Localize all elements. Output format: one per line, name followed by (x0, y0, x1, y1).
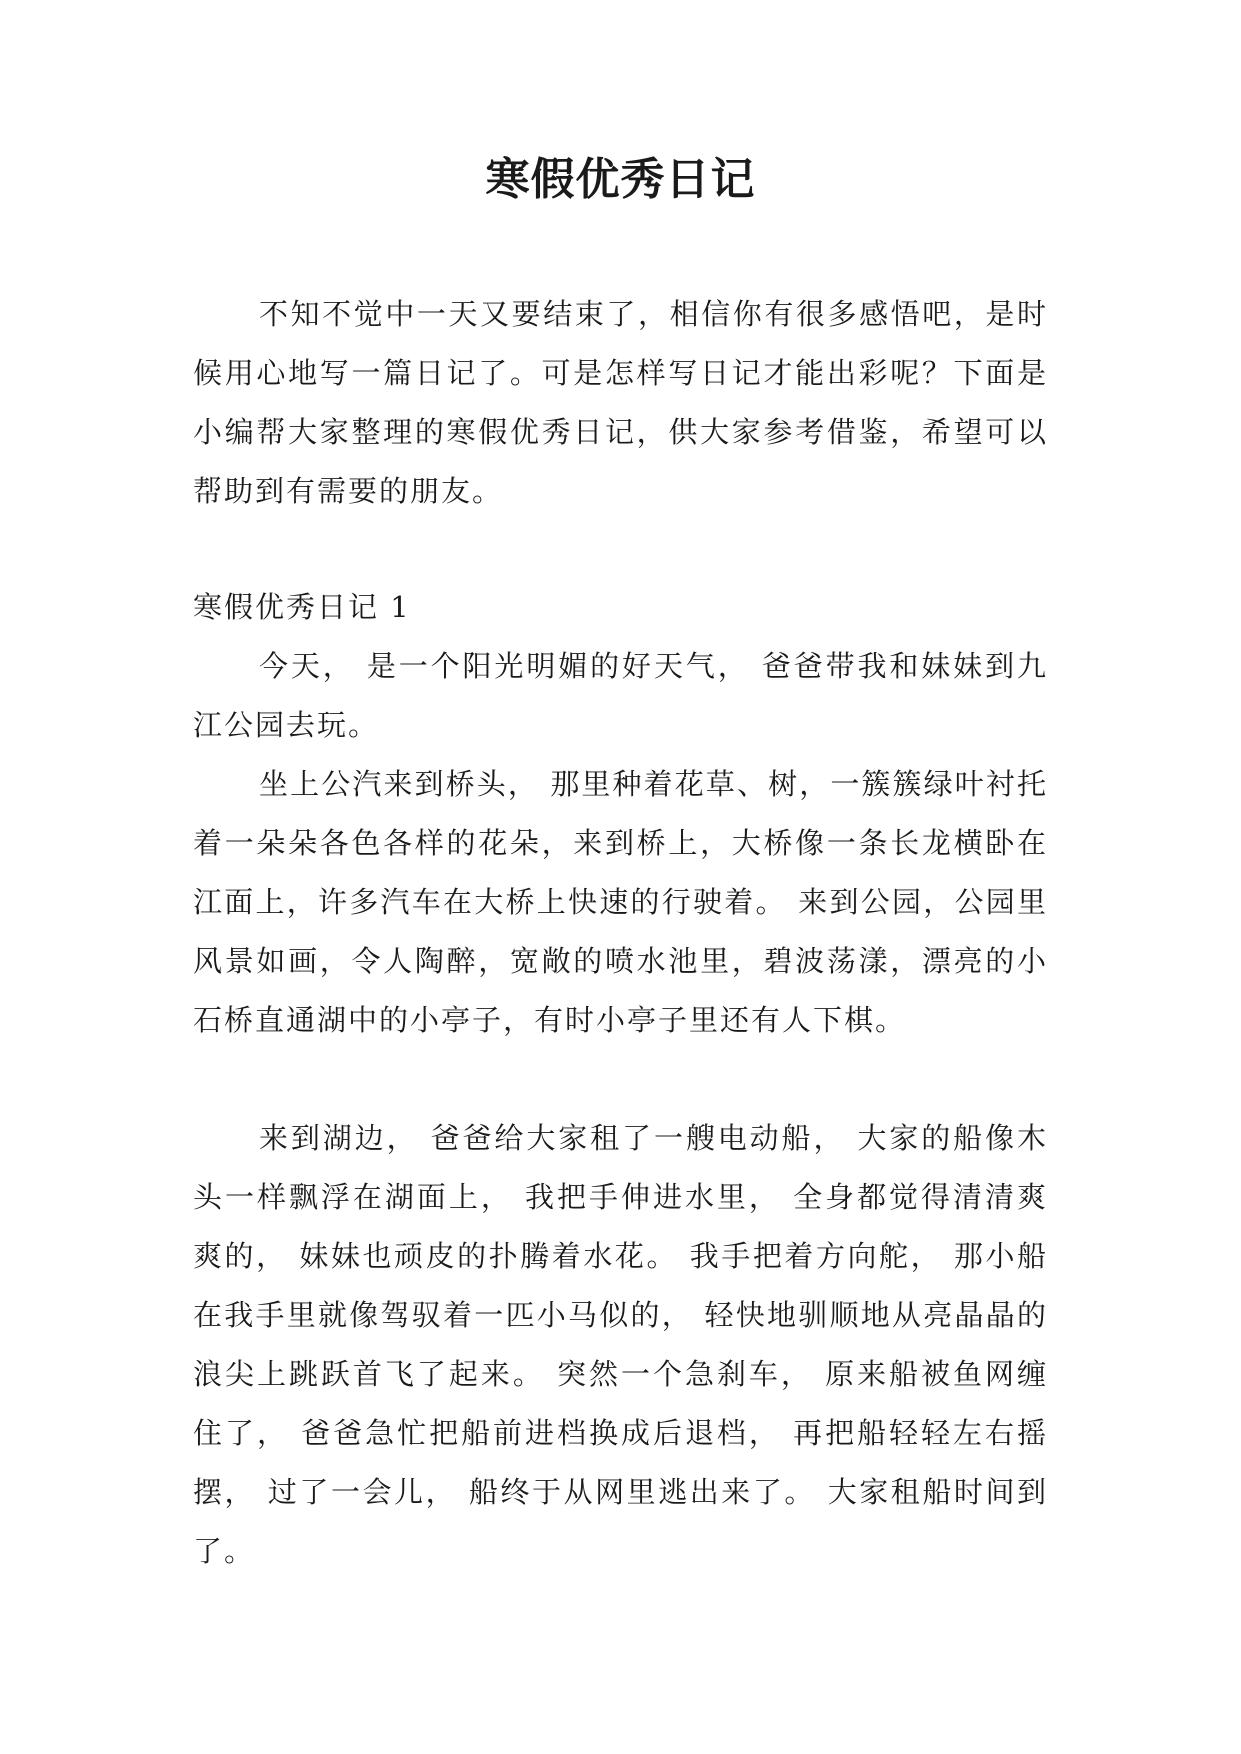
diary-paragraph-2: 坐上公汽来到桥头， 那里种着花草、树，一簇簇绿叶衬托着一朵朵各色各样的花朵，来到桥上，大桥像一条长龙横卧在江面上，许多汽车在大桥上快速的行驶着。 来到公园，公园里风景如画，令人陶醉，宽敞的喷水池里，碧波荡漾，漂亮的小石桥直通湖中的小亭子，有时小亭子里还有人下棋。 (193, 767, 1048, 1037)
diary-paragraph-1: 今天， 是一个阳光明媚的好天气， 爸爸带我和妹妹到九江公园去玩。 (193, 649, 1048, 742)
diary-paragraph-3: 来到湖边， 爸爸给大家租了一艘电动船， 大家的船像木头一样飘浮在湖面上， 我把手伸进水里， 全身都觉得清清爽爽的， 妹妹也顽皮的扑腾着水花。 我手把着方向舵， 那小船在我手里就像驾驭着一匹小马似的， 轻快地驯顺地从亮晶晶的浪尖上跳跃首飞了起来。 突然一个急刹车， 原来船被鱼网缠住了， 爸爸急忙把船前进档换成后退档， 再把船轻轻左右摇摆， 过了一会儿， 船终于从网里逃出来了。 大家租船时间到了。 (193, 1121, 1048, 1568)
intro-paragraph: 不知不觉中一天又要结束了，相信你有很多感悟吧，是时候用心地写一篇日记了。可是怎样写日记才能出彩呢？下面是小编帮大家整理的寒假优秀日记，供大家参考借鉴，希望可以帮助到有需要的朋友。 (193, 297, 1048, 508)
page-title: 寒假优秀日记 (485, 154, 756, 205)
section-heading: 寒假优秀日记 1 (193, 590, 411, 624)
